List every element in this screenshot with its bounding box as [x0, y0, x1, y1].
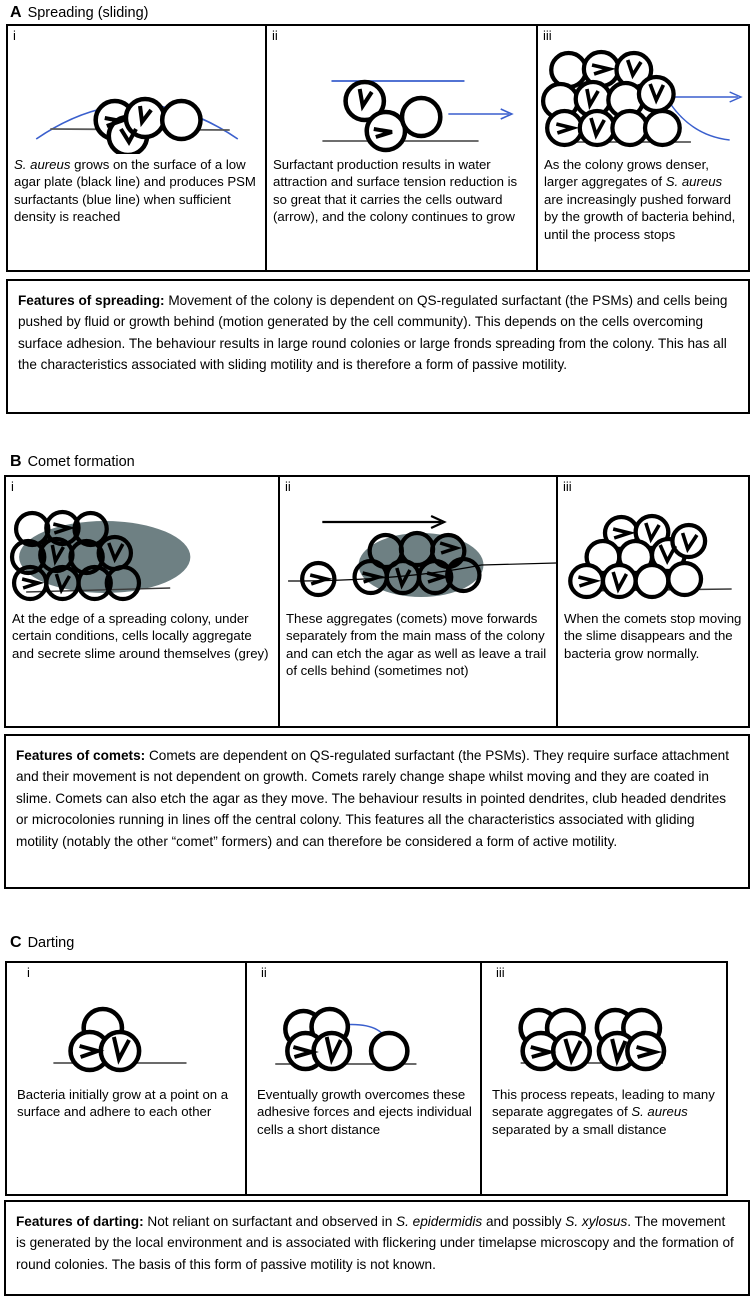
panel-b-i-caption: At the edge of a spreading colony, under certain conditions, cells locally aggregate and secrete slime around themselves (grey) [12, 611, 269, 661]
features-of-spreading-text [18, 290, 738, 376]
panel-c-iii-label: iii [496, 965, 505, 980]
panel-b-ii-caption: These aggregates (comets) move forwards separately from the main mass of the colony and can etch the agar as well as leave a trail of cells behind (sometimes not) [286, 611, 547, 679]
panel-c-iii-caption-post: separated by a small distance [492, 1121, 667, 1137]
features-of-comets-box [4, 734, 750, 889]
panel-b-i-label: i [11, 479, 14, 494]
panel-c-iii-caption [482, 1084, 726, 1194]
panel-a-iii-caption-italic: S. aureus [665, 174, 723, 190]
section-b-heading [10, 453, 135, 471]
features-of-darting-body-3: . The movement is generated by the local environment and is associated with flickering under timelapse microscopy and the formation of round colonies. The basis of this form of passive motility is not known. [16, 1214, 734, 1272]
panel-b-iii-caption: When the comets stop moving the slime disappears and the bacteria grow normally. [564, 611, 742, 661]
section-c-title: Darting [27, 935, 75, 951]
panel-a-ii-label: ii [272, 28, 278, 43]
panel-c-ii [247, 963, 482, 1194]
panel-b-ii-artwork [280, 495, 556, 608]
panel-c-ii-label: ii [261, 965, 267, 980]
section-c-panel-row [5, 961, 728, 1196]
section-a-heading [10, 4, 148, 22]
features-of-darting-body-1: Not reliant on surfactant and observed in [143, 1214, 397, 1229]
features-of-spreading-label: Features of spreading: [18, 293, 165, 308]
panel-a-iii-caption-pre: As the colony grows denser, larger aggregates of [544, 157, 709, 190]
section-b-letter: B [10, 453, 22, 470]
panel-c-ii-caption: Eventually growth overcomes these adhesive forces and ejects individual cells a short distance [257, 1087, 472, 1137]
panel-c-i-artwork [7, 981, 245, 1084]
panel-a-iii [538, 26, 748, 270]
panel-a-i-caption-text: grows on the surface of a low agar plate (black line) and produces PSM surfactants (blue line) when sufficient density is reached [14, 157, 256, 225]
panel-a-i-caption [8, 154, 265, 270]
panel-c-ii-artwork [247, 981, 480, 1084]
section-a-panel-row [6, 24, 750, 272]
section-b-panel-row [4, 475, 750, 728]
section-c-letter: C [10, 934, 22, 951]
panel-c-iii-caption-pre: This process repeats, leading to many separate aggregates of [492, 1087, 715, 1120]
section-a-letter: A [10, 4, 22, 21]
panel-a-i-label: i [13, 28, 16, 43]
features-of-darting-italic-1: S. epidermidis [396, 1214, 483, 1229]
panel-b-ii-label: ii [285, 479, 291, 494]
section-c-heading [10, 934, 74, 952]
panel-a-ii-caption: Surfactant production results in water attraction and surface tension reduction is so great that it carries the cells outward (arrow), and the colony continues to grow [273, 157, 518, 225]
panel-a-iii-label: iii [543, 28, 552, 43]
section-a-title: Spreading (sliding) [27, 5, 149, 21]
panel-b-iii-label: iii [563, 479, 572, 494]
panel-a-iii-caption-post: are increasingly pushed forward by the growth of bacteria behind, until the process stops [544, 191, 736, 242]
panel-b-i-artwork [6, 495, 278, 608]
panel-a-ii [267, 26, 538, 270]
panel-a-iii-caption [538, 154, 748, 270]
panel-a-i-artwork [8, 44, 265, 154]
features-of-darting-italic-2: S. xylosus [565, 1214, 628, 1229]
panel-c-i-caption: Bacteria initially grow at a point on a surface and adhere to each other [17, 1087, 229, 1120]
panel-b-ii [280, 477, 558, 726]
panel-b-iii [558, 477, 748, 726]
features-of-comets-label: Features of comets: [16, 748, 146, 763]
section-b-title: Comet formation [27, 454, 135, 470]
panel-a-iii-artwork [538, 44, 748, 154]
panel-c-i-label: i [27, 965, 30, 980]
panel-a-i [8, 26, 267, 270]
features-of-darting-body-2: and possibly [482, 1214, 566, 1229]
features-of-darting-text [16, 1211, 738, 1275]
features-of-comets-text [16, 745, 738, 852]
panel-c-iii [482, 963, 726, 1194]
panel-a-i-caption-italic: S. aureus [14, 157, 71, 172]
features-of-darting-label: Features of darting: [16, 1214, 144, 1229]
features-of-spreading-body: Movement of the colony is dependent on QS-regulated surfactant (the PSMs) and cells being pushed by fluid or growth behind (motion generated by the cell community). This depends on the cells overcoming surface adhesion. The behaviour results in large round colonies or large fronds spreading from the colony. This has all the characteristics associated with sliding motility and is therefore a form of passive motility. [18, 293, 728, 373]
panel-b-iii-artwork [558, 495, 748, 608]
panel-a-ii-artwork [267, 44, 536, 154]
panel-c-i [7, 963, 247, 1194]
features-of-darting-box [4, 1200, 750, 1296]
panel-c-iii-caption-italic: S. aureus [631, 1104, 688, 1120]
panel-b-i [6, 477, 280, 726]
panel-c-iii-artwork [482, 981, 726, 1084]
features-of-comets-body: Comets are dependent on QS-regulated surfactant (the PSMs). They require surface attachment and their movement is not dependent on growth. Comets rarely change shape whilst moving and they are coated in slime. Comets can also etch the agar as they move. The behaviour results in pointed dendrites, club headed dendrites or microcolonies running in lines off the central colony. This features all the characteristics associated with gliding motility (notably the other “comet” formers) and can therefore be considered a form of active motility. [16, 748, 730, 849]
features-of-spreading-box [6, 279, 750, 414]
